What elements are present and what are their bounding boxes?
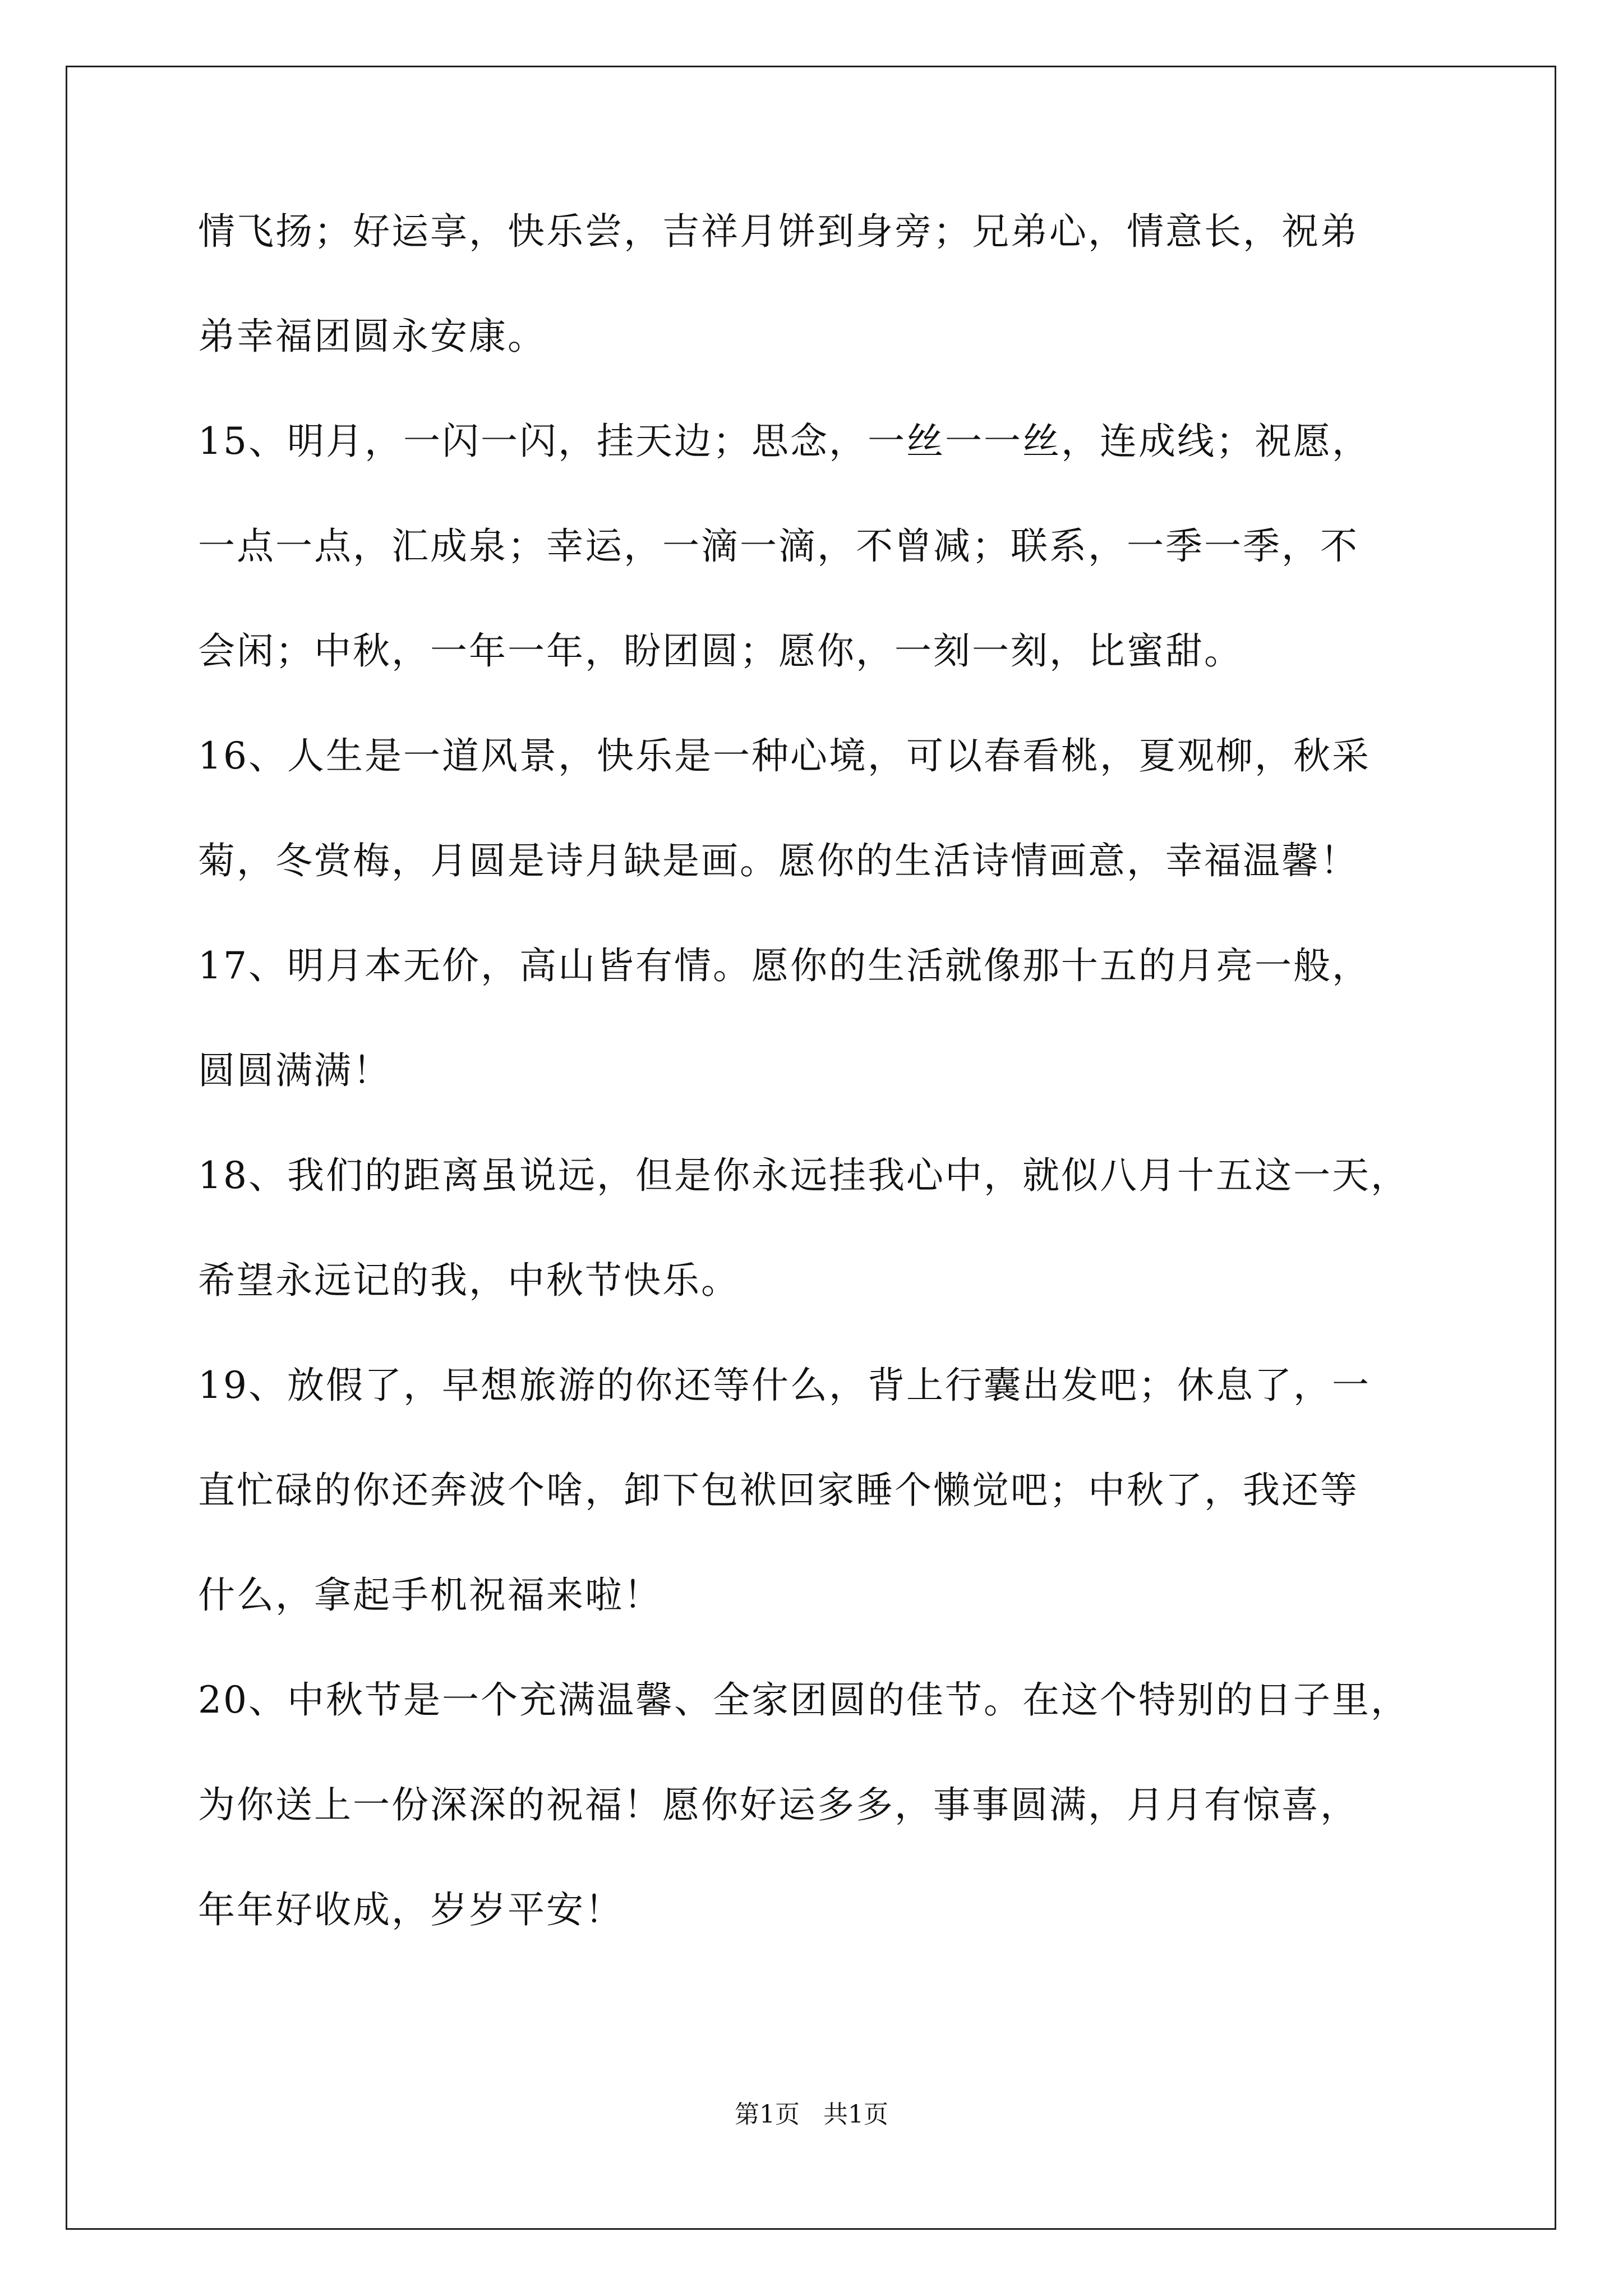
text-line: 什么，拿起手机祝福来啦！ — [198, 1573, 662, 1617]
text-line: 菊，冬赏梅，月圆是诗月缺是画。愿你的生活诗情画意，幸福温馨！ — [198, 839, 1359, 882]
text-line: 希望永远记的我，中秋节快乐。 — [198, 1259, 740, 1302]
text-line: 16、人生是一道风景，快乐是一种心境，可以春看桃，夏观柳，秋采 — [198, 734, 1371, 777]
document-body — [198, 210, 1454, 1996]
text-line: 情飞扬；好运享，快乐尝，吉祥月饼到身旁；兄弟心，情意长，祝弟 — [198, 210, 1359, 253]
text-line: 会闲；中秋，一年一年，盼团圆；愿你，一刻一刻，比蜜甜。 — [198, 629, 1243, 673]
text-line: 圆圆满满！ — [198, 1049, 391, 1092]
text-line: 弟幸福团圆永安康。 — [198, 315, 546, 358]
text-line: 为你送上一份深深的祝福！愿你好运多多，事事圆满，月月有惊喜， — [198, 1783, 1359, 1826]
text-line: 19、放假了，早想旅游的你还等什么，背上行囊出发吧；休息了，一 — [198, 1364, 1371, 1407]
page-footer: 第1页 共1页 — [735, 2100, 888, 2129]
text-line: 17、明月本无价，高山皆有情。愿你的生活就像那十五的月亮一般， — [198, 944, 1371, 987]
text-line: 20、中秋节是一个充满温馨、全家团圆的佳节。在这个特别的日子里， — [198, 1678, 1409, 1722]
text-line: 一点一点，汇成泉；幸运，一滴一滴，不曾减；联系，一季一季，不 — [198, 524, 1359, 568]
text-line: 18、我们的距离虽说远，但是你永远挂我心中，就似八月十五这一天， — [198, 1154, 1409, 1197]
text-line: 年年好收成，岁岁平安！ — [198, 1888, 624, 1931]
text-line: 15、明月，一闪一闪，挂天边；思念，一丝一一丝，连成线；祝愿， — [198, 420, 1371, 463]
text-line: 直忙碌的你还奔波个啥，卸下包袱回家睡个懒觉吧；中秋了，我还等 — [198, 1469, 1359, 1512]
